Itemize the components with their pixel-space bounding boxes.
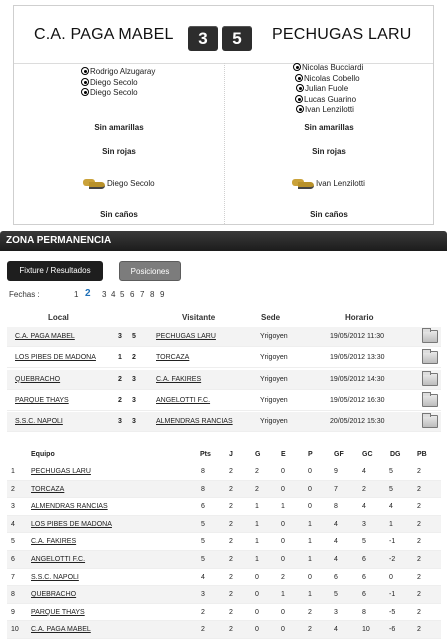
fixture-local-team-link[interactable]: S.S.C. NAPOLI	[15, 418, 63, 426]
fixture-results-button[interactable]: Fixture / Resultados	[7, 261, 103, 281]
standings-cell-gc: 6	[362, 573, 366, 581]
fecha-link-5[interactable]: 5	[120, 290, 125, 299]
fixture-away-team-link[interactable]: ALMENDRAS RANCIAS	[156, 418, 233, 426]
standings-cell-gf: 4	[334, 626, 338, 634]
away-team-name: PECHUGAS LARU	[272, 26, 412, 43]
col-p: P	[308, 451, 313, 458]
standings-cell-j: 2	[229, 608, 233, 616]
away-yellow-cards: Sin amarillas	[304, 123, 354, 132]
standings-cell-p: 1	[308, 591, 312, 599]
fixture-row	[7, 348, 441, 368]
home-scorer: Diego Secolo	[81, 88, 155, 99]
fixture-row	[7, 391, 441, 411]
fixture-sede: Yrigoyen	[260, 375, 288, 383]
standings-cell-pts: 4	[201, 573, 205, 581]
fecha-link-6[interactable]: 6	[130, 290, 135, 299]
fecha-link-2-active[interactable]: 2	[85, 288, 91, 299]
soccer-ball-icon	[81, 78, 89, 86]
standings-cell-gc: 3	[362, 520, 366, 528]
standings-cell-pb: 2	[417, 573, 421, 581]
col-pb: PB	[417, 451, 427, 458]
standings-cell-gf: 4	[334, 556, 338, 563]
standings-team-link[interactable]: TORCAZA	[31, 485, 65, 493]
standings-cell-gc: 8	[362, 608, 366, 616]
standings-team-link[interactable]: C.A. PAGA MABEL	[31, 626, 91, 634]
match-detail-card	[13, 5, 434, 225]
standings-header-row	[7, 447, 441, 463]
standings-cell-g: 1	[255, 556, 259, 563]
standings-cell-gf: 7	[334, 485, 338, 493]
fixture-row	[7, 412, 441, 432]
standings-cell-gc: 10	[362, 626, 370, 634]
standings-cell-j: 2	[229, 468, 233, 475]
standings-cell-j: 2	[229, 591, 233, 599]
standings-row	[7, 551, 441, 569]
col-pts: Pts	[200, 451, 211, 458]
standings-team-link[interactable]: PECHUGAS LARU	[31, 468, 91, 475]
header-visitante: Visitante	[182, 313, 216, 322]
standings-team-link[interactable]: LOS PIBES DE MADONA	[31, 520, 112, 528]
away-scorers-list	[293, 63, 363, 116]
standings-cell-pts: 6	[201, 503, 205, 511]
soccer-ball-icon	[296, 84, 304, 92]
standings-cell-pos: 7	[11, 573, 15, 581]
standings-cell-dg: -1	[389, 538, 396, 546]
standings-cell-gc: 6	[362, 556, 366, 563]
fixture-away-score: 3	[132, 375, 136, 383]
standings-row	[7, 498, 441, 516]
standings-team-link[interactable]: C.A. FAKIRES	[31, 538, 77, 546]
standings-cell-dg: -6	[389, 626, 396, 634]
standings-cell-e: 0	[281, 626, 285, 634]
standings-cell-e: 0	[281, 468, 285, 475]
match-detail-icon[interactable]	[422, 351, 438, 364]
standings-cell-j: 2	[229, 538, 233, 546]
standings-cell-gc: 4	[362, 468, 366, 475]
header-horario: Horario	[345, 313, 374, 322]
col-j: J	[229, 451, 233, 458]
standings-team-link[interactable]: S.S.C. NAPOLI	[31, 573, 79, 581]
away-canos: Sin caños	[310, 210, 348, 219]
fixture-away-score: 3	[132, 396, 136, 404]
standings-cell-p: 0	[308, 468, 312, 475]
standings-cell-gf: 8	[334, 503, 338, 511]
column-divider	[224, 63, 225, 224]
standings-cell-gf: 9	[334, 468, 338, 475]
fixture-away-team-link[interactable]: PECHUGAS LARU	[156, 333, 216, 340]
col-equipo: Equipo	[31, 451, 55, 458]
fecha-link-7[interactable]: 7	[140, 290, 145, 299]
standings-cell-pos: 4	[11, 520, 15, 528]
standings-cell-j: 2	[229, 520, 233, 528]
standings-cell-e: 0	[281, 608, 285, 616]
fixture-horario: 19/05/2012 16:30	[330, 396, 385, 404]
standings-cell-g: 2	[255, 485, 259, 493]
standings-cell-p: 1	[308, 538, 312, 546]
away-scorer: Ivan Lenzilotti	[293, 105, 363, 116]
away-scorer: Nicolas Bucciardi	[293, 63, 363, 74]
fixture-horario: 19/05/2012 11:30	[330, 333, 384, 340]
fixture-local-team-link[interactable]: C.A. PAGA MABEL	[15, 333, 75, 340]
standings-cell-e: 0	[281, 538, 285, 546]
standings-cell-pts: 5	[201, 556, 205, 563]
standings-row	[7, 569, 441, 587]
standings-cell-pts: 2	[201, 608, 205, 616]
golden-boot-icon	[83, 179, 105, 188]
standings-cell-gc: 2	[362, 485, 366, 493]
away-mvp: Ivan Lenzilotti	[292, 179, 365, 188]
standings-cell-p: 0	[308, 503, 312, 511]
standings-cell-pb: 2	[417, 538, 421, 546]
away-score: 5	[222, 26, 252, 51]
fixture-away-score: 5	[132, 333, 136, 340]
standings-cell-g: 0	[255, 573, 259, 581]
standings-row	[7, 516, 441, 534]
fixture-home-score: 2	[118, 375, 122, 383]
standings-cell-gf: 6	[334, 573, 338, 581]
standings-cell-e: 1	[281, 503, 285, 511]
standings-team-link[interactable]: ALMENDRAS RANCIAS	[31, 503, 108, 511]
standings-cell-g: 0	[255, 608, 259, 616]
standings-cell-p: 0	[308, 485, 312, 493]
header-sede: Sede	[261, 313, 281, 322]
match-detail-icon[interactable]	[422, 394, 438, 407]
fixture-away-team-link[interactable]: ANGELOTTI F.C.	[156, 396, 211, 404]
fixture-local-team-link[interactable]: QUEBRACHO	[15, 375, 61, 383]
standings-cell-dg: 4	[389, 503, 393, 511]
fixture-home-score: 3	[118, 418, 122, 426]
fixture-sede: Yrigoyen	[260, 333, 288, 340]
standings-cell-p: 1	[308, 556, 312, 563]
standings-cell-p: 2	[308, 608, 312, 616]
standings-team-link[interactable]: PARQUE THAYS	[31, 608, 85, 616]
standings-cell-pos: 2	[11, 485, 15, 493]
col-gf: GF	[334, 451, 344, 458]
standings-cell-gf: 4	[334, 520, 338, 528]
standings-cell-p: 0	[308, 573, 312, 581]
home-scorers-list	[81, 67, 155, 99]
away-scorer: Julian Fuole	[293, 84, 363, 95]
fixture-local-team-link[interactable]: LOS PIBES DE MADONA	[15, 354, 96, 362]
match-detail-icon[interactable]	[422, 415, 438, 428]
fixture-sede: Yrigoyen	[260, 354, 288, 362]
fixture-local-team-link[interactable]: PARQUE THAYS	[15, 396, 69, 404]
standings-row	[7, 604, 441, 622]
home-mvp: Diego Secolo	[83, 179, 155, 188]
standings-cell-pos: 1	[11, 468, 15, 475]
fixture-home-score: 1	[118, 354, 122, 362]
match-detail-icon[interactable]	[422, 373, 438, 386]
fixture-horario: 19/05/2012 14:30	[330, 375, 385, 383]
soccer-ball-icon	[81, 67, 89, 75]
fixture-horario: 20/05/2012 15:30	[330, 418, 385, 426]
standings-cell-pb: 2	[417, 520, 421, 528]
standings-cell-gf: 4	[334, 538, 338, 546]
fecha-link-8[interactable]: 8	[150, 290, 155, 299]
standings-cell-g: 1	[255, 538, 259, 546]
standings-team-link[interactable]: QUEBRACHO	[31, 591, 77, 599]
standings-row	[7, 463, 441, 481]
golden-boot-icon	[292, 179, 314, 188]
fecha-link-3[interactable]: 3	[102, 290, 107, 299]
standings-cell-gc: 5	[362, 538, 366, 546]
fixture-away-team-link[interactable]: TORCAZA	[156, 354, 190, 362]
standings-cell-pb: 2	[417, 468, 421, 475]
fixture-away-team-link[interactable]: C.A. FAKIRES	[156, 375, 202, 383]
fechas-label: Fechas :	[9, 290, 40, 299]
standings-cell-pb: 2	[417, 608, 421, 616]
standings-cell-pos: 3	[11, 503, 15, 511]
standings-cell-gf: 3	[334, 608, 338, 616]
col-e: E	[281, 451, 286, 458]
away-scorer: Nicolas Cobello	[293, 74, 363, 85]
standings-cell-j: 2	[229, 626, 233, 634]
standings-cell-pos: 9	[11, 608, 15, 616]
standings-cell-j: 2	[229, 485, 233, 493]
header-local: Local	[48, 313, 69, 322]
fixture-sede: Yrigoyen	[260, 418, 288, 426]
standings-cell-g: 0	[255, 591, 259, 599]
standings-cell-dg: 5	[389, 485, 393, 493]
standings-cell-gc: 6	[362, 591, 366, 599]
standings-cell-pos: 10	[11, 626, 19, 634]
fecha-link-1[interactable]: 1	[74, 290, 79, 299]
standings-cell-g: 0	[255, 626, 259, 634]
standings-cell-e: 1	[281, 591, 285, 599]
standings-cell-pts: 5	[201, 538, 205, 546]
fixture-away-score: 2	[132, 354, 136, 362]
standings-team-link[interactable]: ANGELOTTI F.C.	[31, 556, 86, 563]
standings-cell-pts: 8	[201, 468, 205, 475]
standings-cell-pb: 2	[417, 626, 421, 634]
positions-button[interactable]: Posiciones	[119, 261, 181, 281]
fixture-horario: 19/05/2012 13:30	[330, 354, 385, 362]
home-yellow-cards: Sin amarillas	[94, 123, 144, 132]
standings-cell-g: 1	[255, 503, 259, 511]
standings-cell-e: 0	[281, 520, 285, 528]
standings-cell-e: 0	[281, 556, 285, 563]
col-gc: GC	[362, 451, 373, 458]
standings-cell-pb: 2	[417, 591, 421, 599]
standings-cell-pts: 2	[201, 626, 205, 634]
standings-row	[7, 586, 441, 604]
home-team-name: C.A. PAGA MABEL	[34, 26, 174, 43]
col-g: G	[255, 451, 261, 458]
standings-cell-gc: 4	[362, 503, 366, 511]
home-scorer: Diego Secolo	[81, 78, 155, 89]
standings-cell-j: 2	[229, 573, 233, 581]
standings-cell-pts: 3	[201, 591, 205, 599]
standings-cell-dg: -1	[389, 591, 396, 599]
standings-cell-dg: 1	[389, 520, 393, 528]
standings-cell-dg: -2	[389, 556, 396, 563]
standings-cell-j: 2	[229, 556, 233, 563]
standings-cell-dg: -5	[389, 608, 396, 616]
soccer-ball-icon	[81, 88, 89, 96]
standings-row	[7, 481, 441, 499]
home-score: 3	[188, 26, 218, 51]
fixture-home-score: 3	[118, 333, 122, 340]
match-detail-icon[interactable]	[422, 330, 438, 343]
zone-panel	[0, 231, 447, 640]
home-scorer: Rodrigo Alzugaray	[81, 67, 155, 78]
standings-row	[7, 533, 441, 551]
fixture-sede: Yrigoyen	[260, 396, 288, 404]
standings-cell-pb: 2	[417, 503, 421, 511]
standings-cell-dg: 0	[389, 573, 393, 581]
zone-title: ZONA PERMANENCIA	[0, 231, 447, 251]
standings-cell-pts: 8	[201, 485, 205, 493]
away-red-cards: Sin rojas	[312, 147, 346, 156]
standings-cell-pos: 5	[11, 538, 15, 546]
soccer-ball-icon	[296, 105, 304, 113]
standings-cell-e: 2	[281, 573, 285, 581]
standings-cell-j: 2	[229, 503, 233, 511]
fixture-row	[7, 370, 441, 390]
fecha-link-4[interactable]: 4	[111, 290, 116, 299]
standings-cell-p: 2	[308, 626, 312, 634]
standings-row	[7, 621, 441, 639]
standings-cell-dg: 5	[389, 468, 393, 475]
standings-cell-g: 2	[255, 468, 259, 475]
home-red-cards: Sin rojas	[102, 147, 136, 156]
soccer-ball-icon	[295, 74, 303, 82]
col-dg: DG	[390, 451, 401, 458]
fixture-row	[7, 327, 441, 347]
standings-cell-pos: 8	[11, 591, 15, 599]
soccer-ball-icon	[295, 95, 303, 103]
fixture-home-score: 2	[118, 396, 122, 404]
standings-cell-pos: 6	[11, 556, 15, 563]
standings-cell-pb: 2	[417, 485, 421, 493]
standings-cell-pts: 5	[201, 520, 205, 528]
fixture-away-score: 3	[132, 418, 136, 426]
standings-cell-pb: 2	[417, 556, 421, 563]
standings-cell-e: 0	[281, 485, 285, 493]
away-scorer: Lucas Guarino	[293, 95, 363, 106]
fecha-link-9[interactable]: 9	[160, 290, 165, 299]
home-canos: Sin caños	[100, 210, 138, 219]
standings-cell-g: 1	[255, 520, 259, 528]
standings-cell-gf: 5	[334, 591, 338, 599]
soccer-ball-icon	[293, 63, 301, 71]
standings-cell-p: 1	[308, 520, 312, 528]
